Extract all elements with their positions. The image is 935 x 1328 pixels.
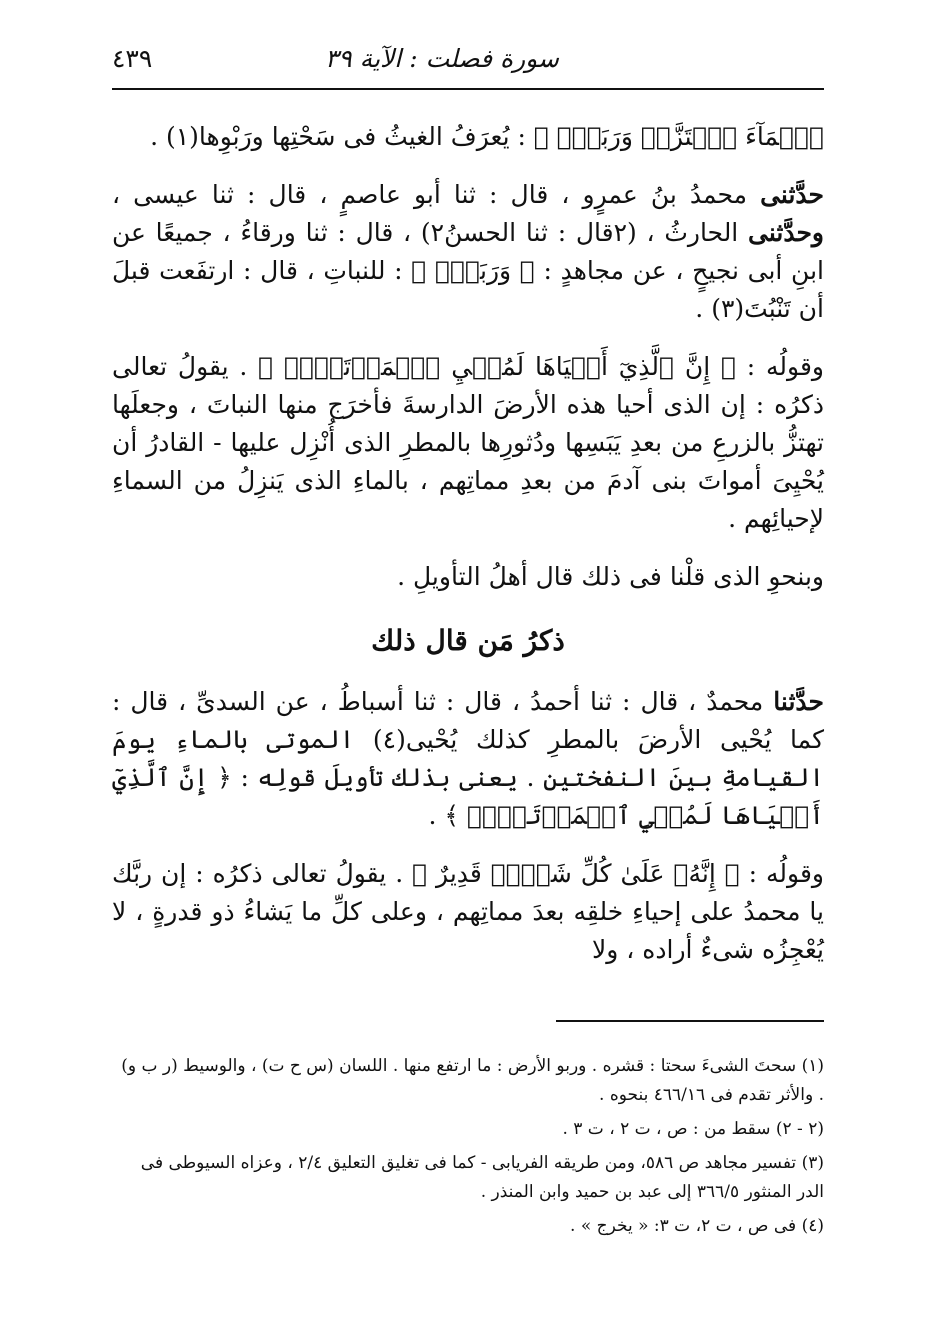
footnote-3: (٣) تفسير مجاهد ص ٥٨٦، ومن طريقه الفريابى - كما فى تغليق التعليق ٢/٤ ، وعزاه السيوطى فى الدر المنثور ٣٦٦/٥ إلى عبد بن حميد وابن المنذر . — [140, 1153, 824, 1202]
narration-start-2: حدَّثنا — [773, 687, 824, 716]
footnote-1: (١) سحتَ الشىءَ سحتا : قشره . وربو الأرض : ما ارتفع منها . اللسان (س ح ت) ، والوسيط (ر ب و) . والأثر تقدم فى ٤٦٦/١٦ بنحوه . — [121, 1056, 824, 1105]
page-header — [112, 40, 824, 90]
footnote-separator — [556, 1020, 824, 1022]
paragraph-3: وقولُه : ﴿ إِنَّ ٱلَّذِيٓ أَحۡيَاهَا لَمُحۡيِ ٱلۡمَوۡتَىٰٓۚ ﴾ . يقولُ تعالى ذكرُه : إن الذى أحيا هذه الأرضَ الدارسةَ فأخرَج منها النباتَ ، وجعلَها تهتزُّ بالزرعِ من بعدِ يَبَسِها ودُثورِها بالمطرِ الذى أُنْزِل عليها - القادرُ أن يُحْيِىَ أمواتَ بنى آدمَ من بعدِ مماتِهم ، بالماءِ الذى يَنزِلُ من السماءِ لإحيائِهم . — [112, 352, 824, 533]
paragraph-2-text-a: محمدُ بنُ عمرٍو ، قال : ثنا أبو عاصمٍ ، قال : ثنا عيسى ، — [112, 180, 761, 209]
footnotes — [112, 1052, 824, 1246]
paragraph-2-text-b: الحارثُ ، (٢قال : ثنا الحسنُ٢) ، قال : ثنا ورقاءُ ، جميعًا عن ابنِ أبى نجيحٍ ، عن مجاهدٍ : ﴿ وَرَبَتۡۚ ﴾ : للنباتِ ، قال : ارتفَعت قبلَ أن تَنْبُتَ(٣) . — [112, 218, 824, 323]
narration-start: حدَّثنى — [760, 180, 824, 209]
footnote-2: (٢ - ٢) سقط من : ص ، ت ٢ ، ت ٣ . — [562, 1119, 824, 1139]
paragraph-5 — [112, 683, 824, 835]
paragraph-6: وقولُه : ﴿ إِنَّهُۥ عَلَىٰ كُلِّ شَيۡءٖ قَدِيرٌ ﴾ . يقولُ تعالى ذكرُه : إن ربَّك يا محمدُ على إحياءِ خلقِه بعدَ مماتِهم ، وعلى كلِّ ما يَشاءُ ذو قدرةٍ ، لا يُعْجِزُه شىءٌ أراده ، ولا — [112, 859, 824, 964]
main-text — [112, 118, 824, 989]
footnote-4: (٤) فى ص ، ت ٢، ت ٣: « يخرج » . — [570, 1216, 824, 1236]
paragraph-2 — [112, 176, 824, 328]
narration-mid: وحدَّثنى — [748, 218, 824, 247]
page-title: سورة فصلت : الآية ٣٩ — [324, 44, 559, 73]
page-number: ٤٣٩ — [112, 44, 153, 73]
paragraph-4: وبنحوِ الذى قلْنا فى ذلك قال أهلُ التأويلِ . — [397, 562, 824, 591]
section-heading: ذكرُ مَن قال ذلك — [371, 624, 565, 657]
paragraph-1: ٱلۡمَآءَ ٱهۡتَزَّتۡ وَرَبَتۡۚ ﴾ : يُعرَفُ الغيثُ فى سَحْتِها ورَبْوِها(١) . — [150, 122, 824, 151]
paragraph-5-text: محمدٌ ، قال : ثنا أحمدُ ، قال : ثنا أسباطُ ، عن السدىِّ ، قال : كما يُحْيى الأرضَ بالمطرِ كذلك يُحْيى(٤) الموتى بالماءِ يومَ القيامةِ بينَ النفختين . يعنى بذلك تأويلَ قولِه : ﴿ إِنَّ ٱلَّذِيٓ أَحۡيَاهَا لَمُحۡيِ ٱلۡمَوۡتَىٰٓۚ ﴾ . — [112, 687, 825, 830]
